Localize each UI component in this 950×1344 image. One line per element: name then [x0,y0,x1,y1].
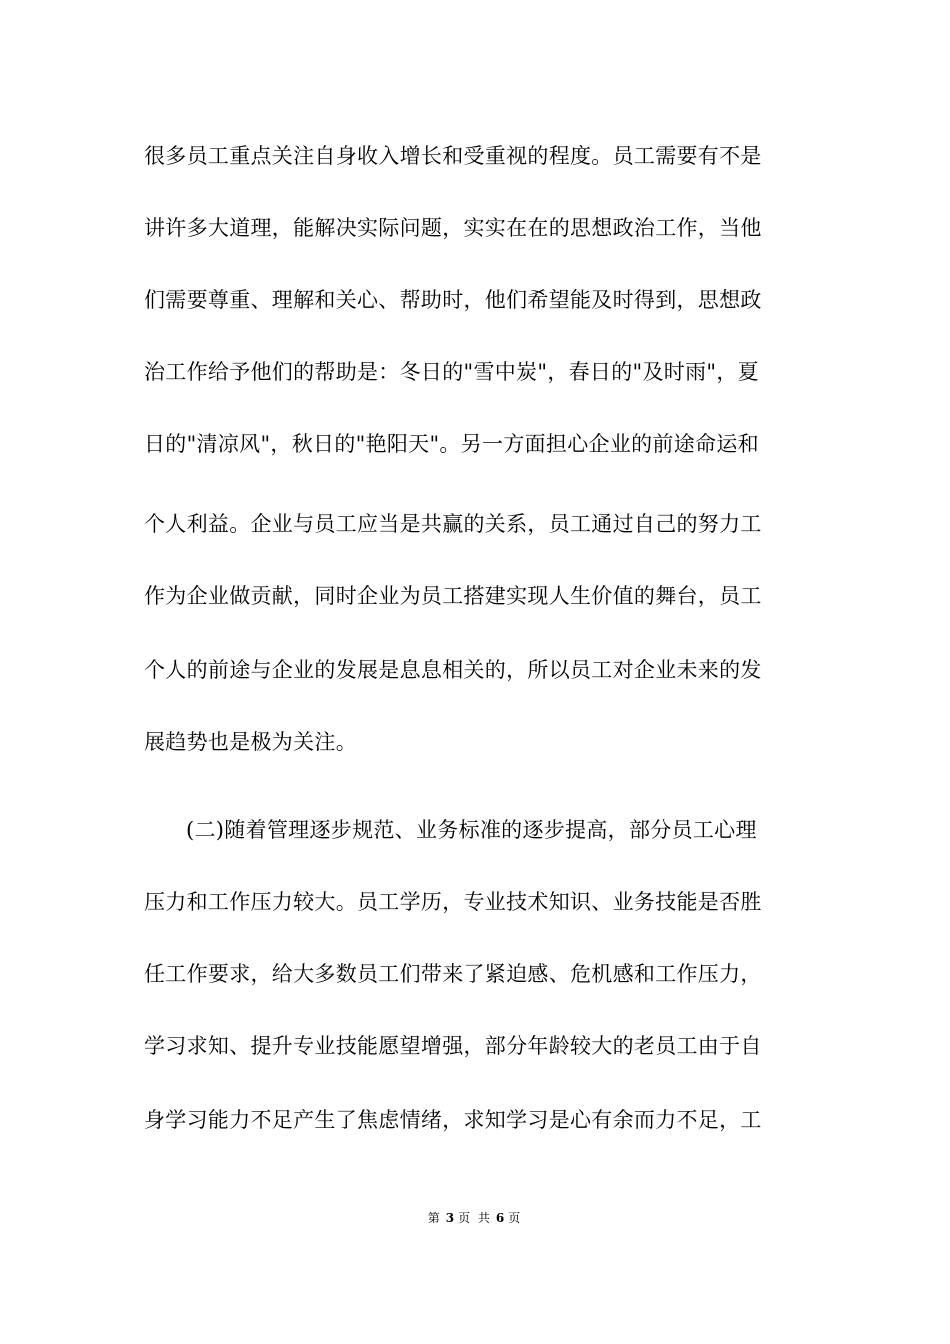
text-line: 展趋势也是极为关注。 [144,730,357,754]
text-line: 讲许多大道理，能解决实际问题，实实在在的思想政治工作，当他 [144,216,762,240]
text-line: 治工作给予他们的帮助是：冬日的"雪中炭"，春日的"及时雨"，夏 [144,360,759,384]
current-page-number: 3 [445,1211,455,1225]
total-page-number: 6 [495,1211,505,1225]
footer-suffix: 页 [508,1211,523,1225]
text-line: 作为企业做贡献，同时企业为员工搭建实现人生价值的舞台，员工 [144,584,762,608]
text-line: 学习求知、提升专业技能愿望增强，部分年龄较大的老员工由于自 [144,1034,762,1058]
paragraph-start-line: (二)随着管理逐步规范、业务标准的逐步提高，部分员工心理 [186,818,757,842]
text-line: 任工作要求，给大多数员工们带来了紧迫感、危机感和工作压力， [144,962,762,986]
text-line: 压力和工作压力较大。员工学历，专业技术知识、业务技能是否胜 [144,890,762,914]
text-line: 们需要尊重、理解和关心、帮助时，他们希望能及时得到，思想政 [144,288,762,312]
text-line: 日的"清凉风"，秋日的"艳阳天"。另一方面担心企业的前途命运和 [144,432,759,456]
footer-prefix: 第 [427,1211,442,1225]
text-line: 身学习能力不足产生了焦虑情绪，求知学习是心有余而力不足，工 [144,1108,762,1132]
text-line: 个人利益。企业与员工应当是共赢的关系，员工通过自己的努力工 [144,512,762,536]
text-line: 个人的前途与企业的发展是息息相关的，所以员工对企业未来的发 [144,658,762,682]
footer-middle: 页 共 [458,1211,492,1225]
text-line: 很多员工重点关注自身收入增长和受重视的程度。员工需要有不是 [144,144,762,168]
page-footer [0,1210,950,1226]
